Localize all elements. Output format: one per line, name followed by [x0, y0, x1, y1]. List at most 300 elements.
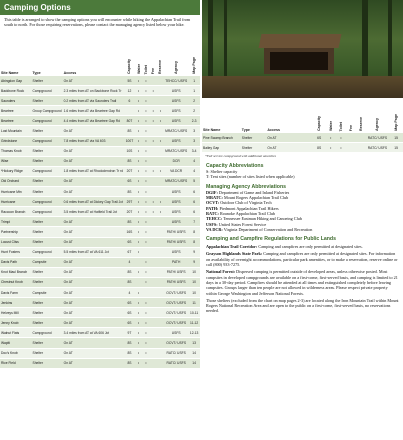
agency-line: DGIF: Department of Game and Inland Fisheries [206, 189, 290, 195]
table-cell [150, 298, 157, 308]
table-row [202, 133, 403, 143]
table-cell: 4 [124, 287, 135, 297]
table-cell: On AT [63, 318, 124, 328]
table-cell: • [135, 116, 142, 126]
table-cell: 14 [188, 358, 200, 368]
table-row [0, 76, 200, 86]
table-cell: • [142, 76, 149, 86]
table-cell: Shelter [32, 187, 63, 197]
agency-line: PATH: Piedmont Appalachian Trail Hikers [206, 205, 279, 211]
table-cell: 4.4 miles from AT via Beartree Gap Rd [63, 116, 124, 126]
table-cell: • [142, 156, 149, 166]
table-cell [150, 237, 157, 247]
column-header-label: Type [32, 71, 41, 75]
column-header-label: Map Page [394, 114, 399, 131]
table-row [0, 187, 200, 197]
table-cell: 1 [188, 76, 200, 86]
table-cell: USFS [164, 187, 188, 197]
column-header-label: Type [241, 128, 250, 132]
table-cell: • [142, 328, 149, 338]
column-header [188, 35, 200, 76]
table-cell: PATH/ USFS [164, 237, 188, 247]
table-cell: • [157, 166, 164, 176]
table-cell: 1 [188, 86, 200, 96]
table-cell: RATC/ USFS [366, 133, 390, 143]
table-cell: Campground [32, 116, 63, 126]
table-cell: 8S [124, 277, 135, 287]
table-cell: 8S [124, 348, 135, 358]
table-cell: Shelter [32, 338, 63, 348]
table-cell [150, 217, 157, 227]
table-cell: • [150, 116, 157, 126]
column-header [336, 102, 346, 133]
table-cell: Shelter [32, 348, 63, 358]
table-cell [150, 277, 157, 287]
table-cell: 9 [188, 257, 200, 267]
table-cell: On AT [266, 143, 312, 153]
table-cell: Locust Cliss [0, 237, 32, 247]
table-cell: • [142, 106, 149, 116]
agency-code: TEHCC: [206, 216, 223, 222]
table-cell: • [135, 176, 142, 186]
table-cell: • [135, 146, 142, 156]
column-header [0, 35, 32, 76]
table-cell: OCVT/ USFS [164, 298, 188, 308]
table-cell: • [135, 217, 142, 227]
table-cell: Shelter [32, 267, 63, 277]
table-cell: Shelter [32, 146, 63, 156]
table-cell: 2-3 [188, 116, 200, 126]
table-cell: • [157, 136, 164, 146]
table-cell: 8S [124, 156, 135, 166]
table-cell: 1.6 miles from AT via Beartree Gap Rd [63, 106, 124, 116]
table-row [0, 308, 200, 318]
table-cell: • [150, 86, 157, 96]
regulation-paragraph: Grayson Highlands State Park: Camping and campfires are only permitted at designated sites. For information on availability of overnight accommodations, particular park amenities, or to make a reservation, reserve online or call (800) 933-7275. [206, 251, 398, 268]
table-cell: 0.6 miles from AT at Dickey Gap Trail Jct [63, 197, 124, 207]
table-cell: • [157, 116, 164, 126]
table-cell: OCVT/ USFS [164, 338, 188, 348]
table-cell: Shelter [32, 308, 63, 318]
table-cell: On AT [63, 298, 124, 308]
table-row [0, 247, 200, 257]
table-cell: 8S [124, 267, 135, 277]
table-cell: • [142, 227, 149, 237]
column-header-label: Capacity [317, 116, 322, 131]
table-cell [150, 287, 157, 297]
table-cell: • [135, 76, 142, 86]
table-cell: • [142, 136, 149, 146]
table-cell: 8S [124, 338, 135, 348]
regulation-label: Appalachian Trail Corridor: [206, 244, 258, 250]
table-cell: On AT [63, 277, 124, 287]
column-header-label: Agency [375, 118, 380, 131]
table-cell: 8S [124, 217, 135, 227]
column-header [135, 35, 142, 76]
table-cell: 2 [188, 96, 200, 106]
table-cell: 10 [188, 267, 200, 277]
table-cell [157, 298, 164, 308]
table-cell: 8 [188, 237, 200, 247]
table-cell: Shelter [32, 217, 63, 227]
table-cell: • [326, 133, 336, 143]
table-cell: Campground [32, 197, 63, 207]
column-header [202, 102, 241, 133]
table-header-row [0, 35, 200, 76]
table-cell: 20T [124, 207, 135, 217]
table-cell: Helveys Mill [0, 308, 32, 318]
table-cell [157, 348, 164, 358]
capacity-line: S: Shelter capacity [206, 169, 238, 175]
table-cell [157, 227, 164, 237]
table-cell [150, 187, 157, 197]
table-cell: • [150, 166, 157, 176]
table-cell: • [135, 267, 142, 277]
agency-code: OCVT: [206, 200, 220, 206]
column-header [124, 35, 135, 76]
table-cell: 4 [188, 166, 200, 176]
table-cell: • [142, 277, 149, 287]
table-cell: • [135, 126, 142, 136]
table-cell: Rice Field [0, 358, 32, 368]
table-row [0, 237, 200, 247]
table-cell: 8S [124, 187, 135, 197]
table-row [0, 96, 200, 106]
table-cell: On AT [63, 126, 124, 136]
table-cell: • [142, 358, 149, 368]
table-cell: 6S [124, 237, 135, 247]
table-cell: 6S [124, 318, 135, 328]
right-column [202, 0, 403, 440]
table-cell [150, 76, 157, 86]
column-header-label: Fee [348, 124, 353, 131]
table-cell: 6S [313, 133, 326, 143]
table-cell: VA DCR [164, 166, 188, 176]
table-cell: PATH/ USFS [164, 227, 188, 237]
table-cell: USFS [164, 328, 188, 338]
table-cell: • [135, 298, 142, 308]
table-cell: • [135, 338, 142, 348]
table-row [0, 257, 200, 267]
table-cell: Chestnut Knob [0, 277, 32, 287]
table-cell [150, 328, 157, 338]
regulation-paragraph: Appalachian Trail Corridor: Camping and campfires are only permitted at designated sites. [206, 244, 363, 250]
table-cell: 10 [188, 287, 200, 297]
table-cell: On AT [63, 176, 124, 186]
table-cell: RATC/ USFS [366, 143, 390, 153]
table-cell: Campsite [32, 257, 63, 267]
column-header [346, 102, 355, 133]
table-cell: Davis Path [0, 257, 32, 267]
table-cell: Thomas Knob [0, 146, 32, 156]
table-cell: • [135, 156, 142, 166]
table-cell: • [135, 287, 142, 297]
table-cell [157, 308, 164, 318]
table-cell: 80T [124, 116, 135, 126]
page-title: Camping Options [0, 0, 200, 15]
table-cell [157, 257, 164, 267]
column-header [157, 35, 164, 76]
table-cell: On AT [63, 156, 124, 166]
table-cell: • [142, 116, 149, 126]
table-cell: On AT [63, 237, 124, 247]
column-header [32, 35, 63, 76]
table-cell: Beartree [0, 116, 32, 126]
table-cell: Walnut Flats [0, 328, 32, 338]
table-cell: 3 [188, 126, 200, 136]
table-cell: USFS [164, 207, 188, 217]
table-cell: • [150, 197, 157, 207]
table-cell: Shelter [32, 318, 63, 328]
table-cell: 3-4 [188, 146, 200, 156]
table-cell: USFS [164, 86, 188, 96]
table-cell [142, 247, 149, 257]
table-cell [124, 106, 135, 116]
table-cell: • [142, 237, 149, 247]
column-header-label: Toilet [143, 64, 148, 74]
table-cell: • [326, 143, 336, 153]
table-cell [157, 146, 164, 156]
table-row [0, 348, 200, 358]
table-cell: 3 [188, 136, 200, 146]
table-cell: Hurricane [0, 197, 32, 207]
column-header-label: Reserve [358, 117, 363, 131]
table-cell: Doc's Knob [0, 348, 32, 358]
regulations-list [202, 242, 403, 314]
table-cell: • [135, 166, 142, 176]
table-cell: Grindstone [0, 136, 32, 146]
table-row [0, 328, 200, 338]
table-cell: 8S [124, 358, 135, 368]
table-cell: Pine Swamp Branch [202, 133, 241, 143]
table-cell: Lost Mountain [0, 126, 32, 136]
column-header [63, 35, 124, 76]
table-cell: 100T [124, 136, 135, 146]
table-cell: 20T [124, 166, 135, 176]
column-header [164, 35, 188, 76]
table-cell: RATC/ USFS [164, 358, 188, 368]
table-cell: USFS [164, 136, 188, 146]
table-cell: • [135, 348, 142, 358]
table-row [0, 207, 200, 217]
table-cell [157, 96, 164, 106]
table-cell [346, 143, 355, 153]
table-cell [157, 328, 164, 338]
table-cell: • [142, 257, 149, 267]
table-cell: • [142, 146, 149, 156]
table-cell [150, 247, 157, 257]
table-cell: On AT [63, 257, 124, 267]
table-cell: • [135, 237, 142, 247]
table-cell [150, 308, 157, 318]
table-cell: • [142, 96, 149, 106]
table-cell: 9 [188, 247, 200, 257]
table-cell: • [135, 227, 142, 237]
capacity-list [202, 169, 403, 180]
table-row [0, 86, 200, 96]
table-cell: • [142, 217, 149, 227]
table-cell: • [150, 207, 157, 217]
table-row [0, 156, 200, 166]
table-cell: On AT [63, 338, 124, 348]
table-cell: On AT [266, 133, 312, 143]
table-cell: • [135, 136, 142, 146]
column-header-label: Water [328, 121, 333, 131]
table-cell: Shelter [32, 237, 63, 247]
table-cell: 8 [188, 227, 200, 237]
table-cell [157, 358, 164, 368]
table-cell [150, 227, 157, 237]
table-cell: DCR [164, 156, 188, 166]
table-cell: On AT [63, 287, 124, 297]
table-cell: • [135, 86, 142, 96]
table-cell: Hunt Fosters [0, 247, 32, 257]
regulations-heading: Camping and Campfire Regulations for Public Lands [206, 236, 336, 243]
table-cell: USFS [164, 197, 188, 207]
table-cell: Beartree [0, 106, 32, 116]
table-cell: Shelter [32, 96, 63, 106]
table-cell: • [142, 166, 149, 176]
table-row [0, 318, 200, 328]
column-header [355, 102, 365, 133]
table-cell [150, 338, 157, 348]
small-table-header-row [202, 102, 403, 133]
table-cell: Abingdon Gap [0, 76, 32, 86]
agency-code: MRATC: [206, 195, 223, 201]
table-cell: On AT [63, 308, 124, 318]
table-cell: 6 [188, 187, 200, 197]
table-cell: Campground [32, 247, 63, 257]
column-header-label: Site Name [203, 128, 221, 132]
table-row [0, 136, 200, 146]
table-cell [157, 176, 164, 186]
table-cell: On AT [63, 358, 124, 368]
table-cell: • [142, 126, 149, 136]
left-column [0, 0, 200, 440]
table-row [0, 197, 200, 207]
table-cell: Shelter [32, 298, 63, 308]
agency-code: PATH: [206, 205, 219, 211]
table-cell: 3.5 miles from AT at Hatfield Trail Jct [63, 207, 124, 217]
table-cell: • [157, 207, 164, 217]
table-cell: 16S [124, 227, 135, 237]
column-header-label: Access [63, 71, 77, 75]
camping-table [0, 35, 200, 369]
table-cell: On AT [63, 76, 124, 86]
table-cell [157, 187, 164, 197]
table-cell: 2 [188, 106, 200, 116]
table-cell: Wise [0, 156, 32, 166]
table-row [0, 106, 200, 116]
regulation-label: Grayson Highlands State Park: [206, 251, 263, 257]
table-cell: Campground [32, 86, 63, 96]
agency-code: VA DCR: [206, 226, 223, 232]
table-cell: USFS [164, 247, 188, 257]
table-cell: • [142, 86, 149, 96]
table-cell: 12-13 [188, 328, 200, 338]
table-cell: • [142, 176, 149, 186]
table-cell [157, 86, 164, 96]
table-row [0, 298, 200, 308]
table-cell: • [135, 328, 142, 338]
column-header-label: Site Name [1, 71, 19, 75]
table-row [0, 358, 200, 368]
table-row [0, 338, 200, 348]
small-camping-table [202, 102, 403, 153]
column-header-label: Map Page [192, 57, 197, 74]
table-cell: USFS [164, 116, 188, 126]
table-cell: Trimpi [0, 217, 32, 227]
table-cell: 3.4 miles from AT at VA 606 Jct [63, 328, 124, 338]
table-cell [157, 277, 164, 287]
table-cell: Partnership [0, 227, 32, 237]
table-cell: PATH/ USFS [164, 277, 188, 287]
table-cell: OCVT/ USFS [164, 308, 188, 318]
table-cell: 6T [124, 247, 135, 257]
table-cell [157, 126, 164, 136]
table-cell: 6 [188, 207, 200, 217]
table-cell: Campground [32, 166, 63, 176]
table-cell: 6S [124, 176, 135, 186]
table-cell [150, 318, 157, 328]
table-cell: 5S [124, 76, 135, 86]
table-cell: 11 [188, 298, 200, 308]
table-cell: • [135, 318, 142, 328]
table-cell: OCVT/ USFS [164, 318, 188, 328]
regulation-label: National Forest: [206, 269, 236, 275]
table-row [0, 287, 200, 297]
table-cell: • [336, 143, 346, 153]
shelter-photo [202, 0, 403, 98]
table-cell: TEHCC/ USFS [164, 76, 188, 86]
table-cell: OCVT/ USFS [164, 287, 188, 297]
table-row [0, 217, 200, 227]
table-row [0, 146, 200, 156]
table-cell: On AT [63, 348, 124, 358]
table-cell: • [135, 207, 142, 217]
column-header-label: Water [136, 64, 141, 74]
table-cell: MRATC/ USFS [164, 176, 188, 186]
table-row [0, 116, 200, 126]
table-row [0, 227, 200, 237]
table-cell: 13 [188, 338, 200, 348]
table-cell [157, 247, 164, 257]
table-cell [355, 133, 365, 143]
table-cell: 9T [124, 328, 135, 338]
table-cell: 1.8 miles from AT at Rhododendron Tr rd [63, 166, 124, 176]
table-cell: On AT [63, 146, 124, 156]
table-cell [157, 267, 164, 277]
table-cell: 10S [124, 146, 135, 156]
table-cell: Davis Farm [0, 287, 32, 297]
table-cell: • [142, 197, 149, 207]
table-cell: • [142, 207, 149, 217]
table-cell: • [142, 308, 149, 318]
table-cell: 29T [124, 197, 135, 207]
agency-line: OCVT: Outdoor Club of Virginia Tech [206, 200, 272, 206]
regulation-paragraph: Those shelters (excluded from the chart on map pages 2-3) are located along the Iron Mountain Trail within Mount Rogers National Recreation Area and are open to the public on a first-come, first-served basis, no reservations needed. [206, 297, 399, 314]
table-cell: • [142, 187, 149, 197]
small-table-body [202, 133, 403, 153]
table-cell: Shelter [32, 358, 63, 368]
table-cell: 0.2 miles from AT via Saunders Trail [63, 96, 124, 106]
table-cell [150, 176, 157, 186]
table-cell: 8S [124, 126, 135, 136]
table-cell [157, 287, 164, 297]
table-cell: 11-12 [188, 318, 200, 328]
table-cell: 5 [188, 176, 200, 186]
table-row [0, 267, 200, 277]
